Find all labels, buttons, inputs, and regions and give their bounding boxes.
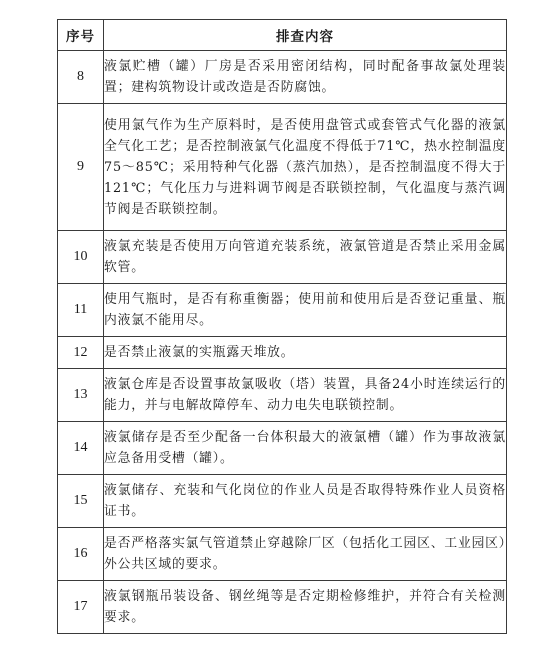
table-row: [58, 528, 507, 581]
row-number: 14: [58, 422, 104, 475]
row-content: 液氯充装是否使用万向管道充装系统，液氯管道是否禁止采用金属软管。: [104, 231, 507, 284]
row-number: 8: [58, 51, 104, 104]
row-number: 13: [58, 369, 104, 422]
header-content: 排查内容: [104, 20, 507, 51]
row-content: 使用气瓶时，是否有称重衡器；使用前和使用后是否登记重量、瓶内液氯不能用尽。: [104, 284, 507, 337]
row-content: 液氯钢瓶吊装设备、钢丝绳等是否定期检修维护，并符合有关检测要求。: [104, 581, 507, 634]
table-row: [58, 231, 507, 284]
row-number: 15: [58, 475, 104, 528]
row-number: 16: [58, 528, 104, 581]
table-header-row: [58, 20, 507, 51]
table-row: [58, 475, 507, 528]
table-row: [58, 337, 507, 369]
inspection-checklist-table: [57, 19, 507, 634]
row-content: 液氯储存、充装和气化岗位的作业人员是否取得特殊作业人员资格证书。: [104, 475, 507, 528]
header-number: 序号: [58, 20, 104, 51]
row-number: 17: [58, 581, 104, 634]
table-row: [58, 581, 507, 634]
row-number: 11: [58, 284, 104, 337]
row-content: 使用氯气作为生产原料时，是否使用盘管式或套管式气化器的液氯全气化工艺；是否控制液氯气化温度不得低于71℃，热水控制温度75～85℃；采用特种气化器（蒸汽加热），是否控制温度不得大于121℃；气化压力与进料调节阀是否联锁控制，气化温度与蒸汽调节阀是否联锁控制。: [104, 104, 507, 231]
table-row: [58, 284, 507, 337]
table-row: [58, 369, 507, 422]
row-number: 10: [58, 231, 104, 284]
table-row: [58, 422, 507, 475]
row-content: 液氯仓库是否设置事故氯吸收（塔）装置，具备24小时连续运行的能力，并与电解故障停车、动力电失电联锁控制。: [104, 369, 507, 422]
row-number: 9: [58, 104, 104, 231]
table-row: [58, 51, 507, 104]
row-content: 是否严格落实氯气管道禁止穿越除厂区（包括化工园区、工业园区）外公共区域的要求。: [104, 528, 507, 581]
table-row: [58, 104, 507, 231]
row-number: 12: [58, 337, 104, 369]
row-content: 液氯贮槽（罐）厂房是否采用密闭结构，同时配备事故氯处理装置；建构筑物设计或改造是否防腐蚀。: [104, 51, 507, 104]
row-content: 液氯储存是否至少配备一台体积最大的液氯槽（罐）作为事故液氯应急备用受槽（罐）。: [104, 422, 507, 475]
row-content: 是否禁止液氯的实瓶露天堆放。: [104, 337, 507, 369]
